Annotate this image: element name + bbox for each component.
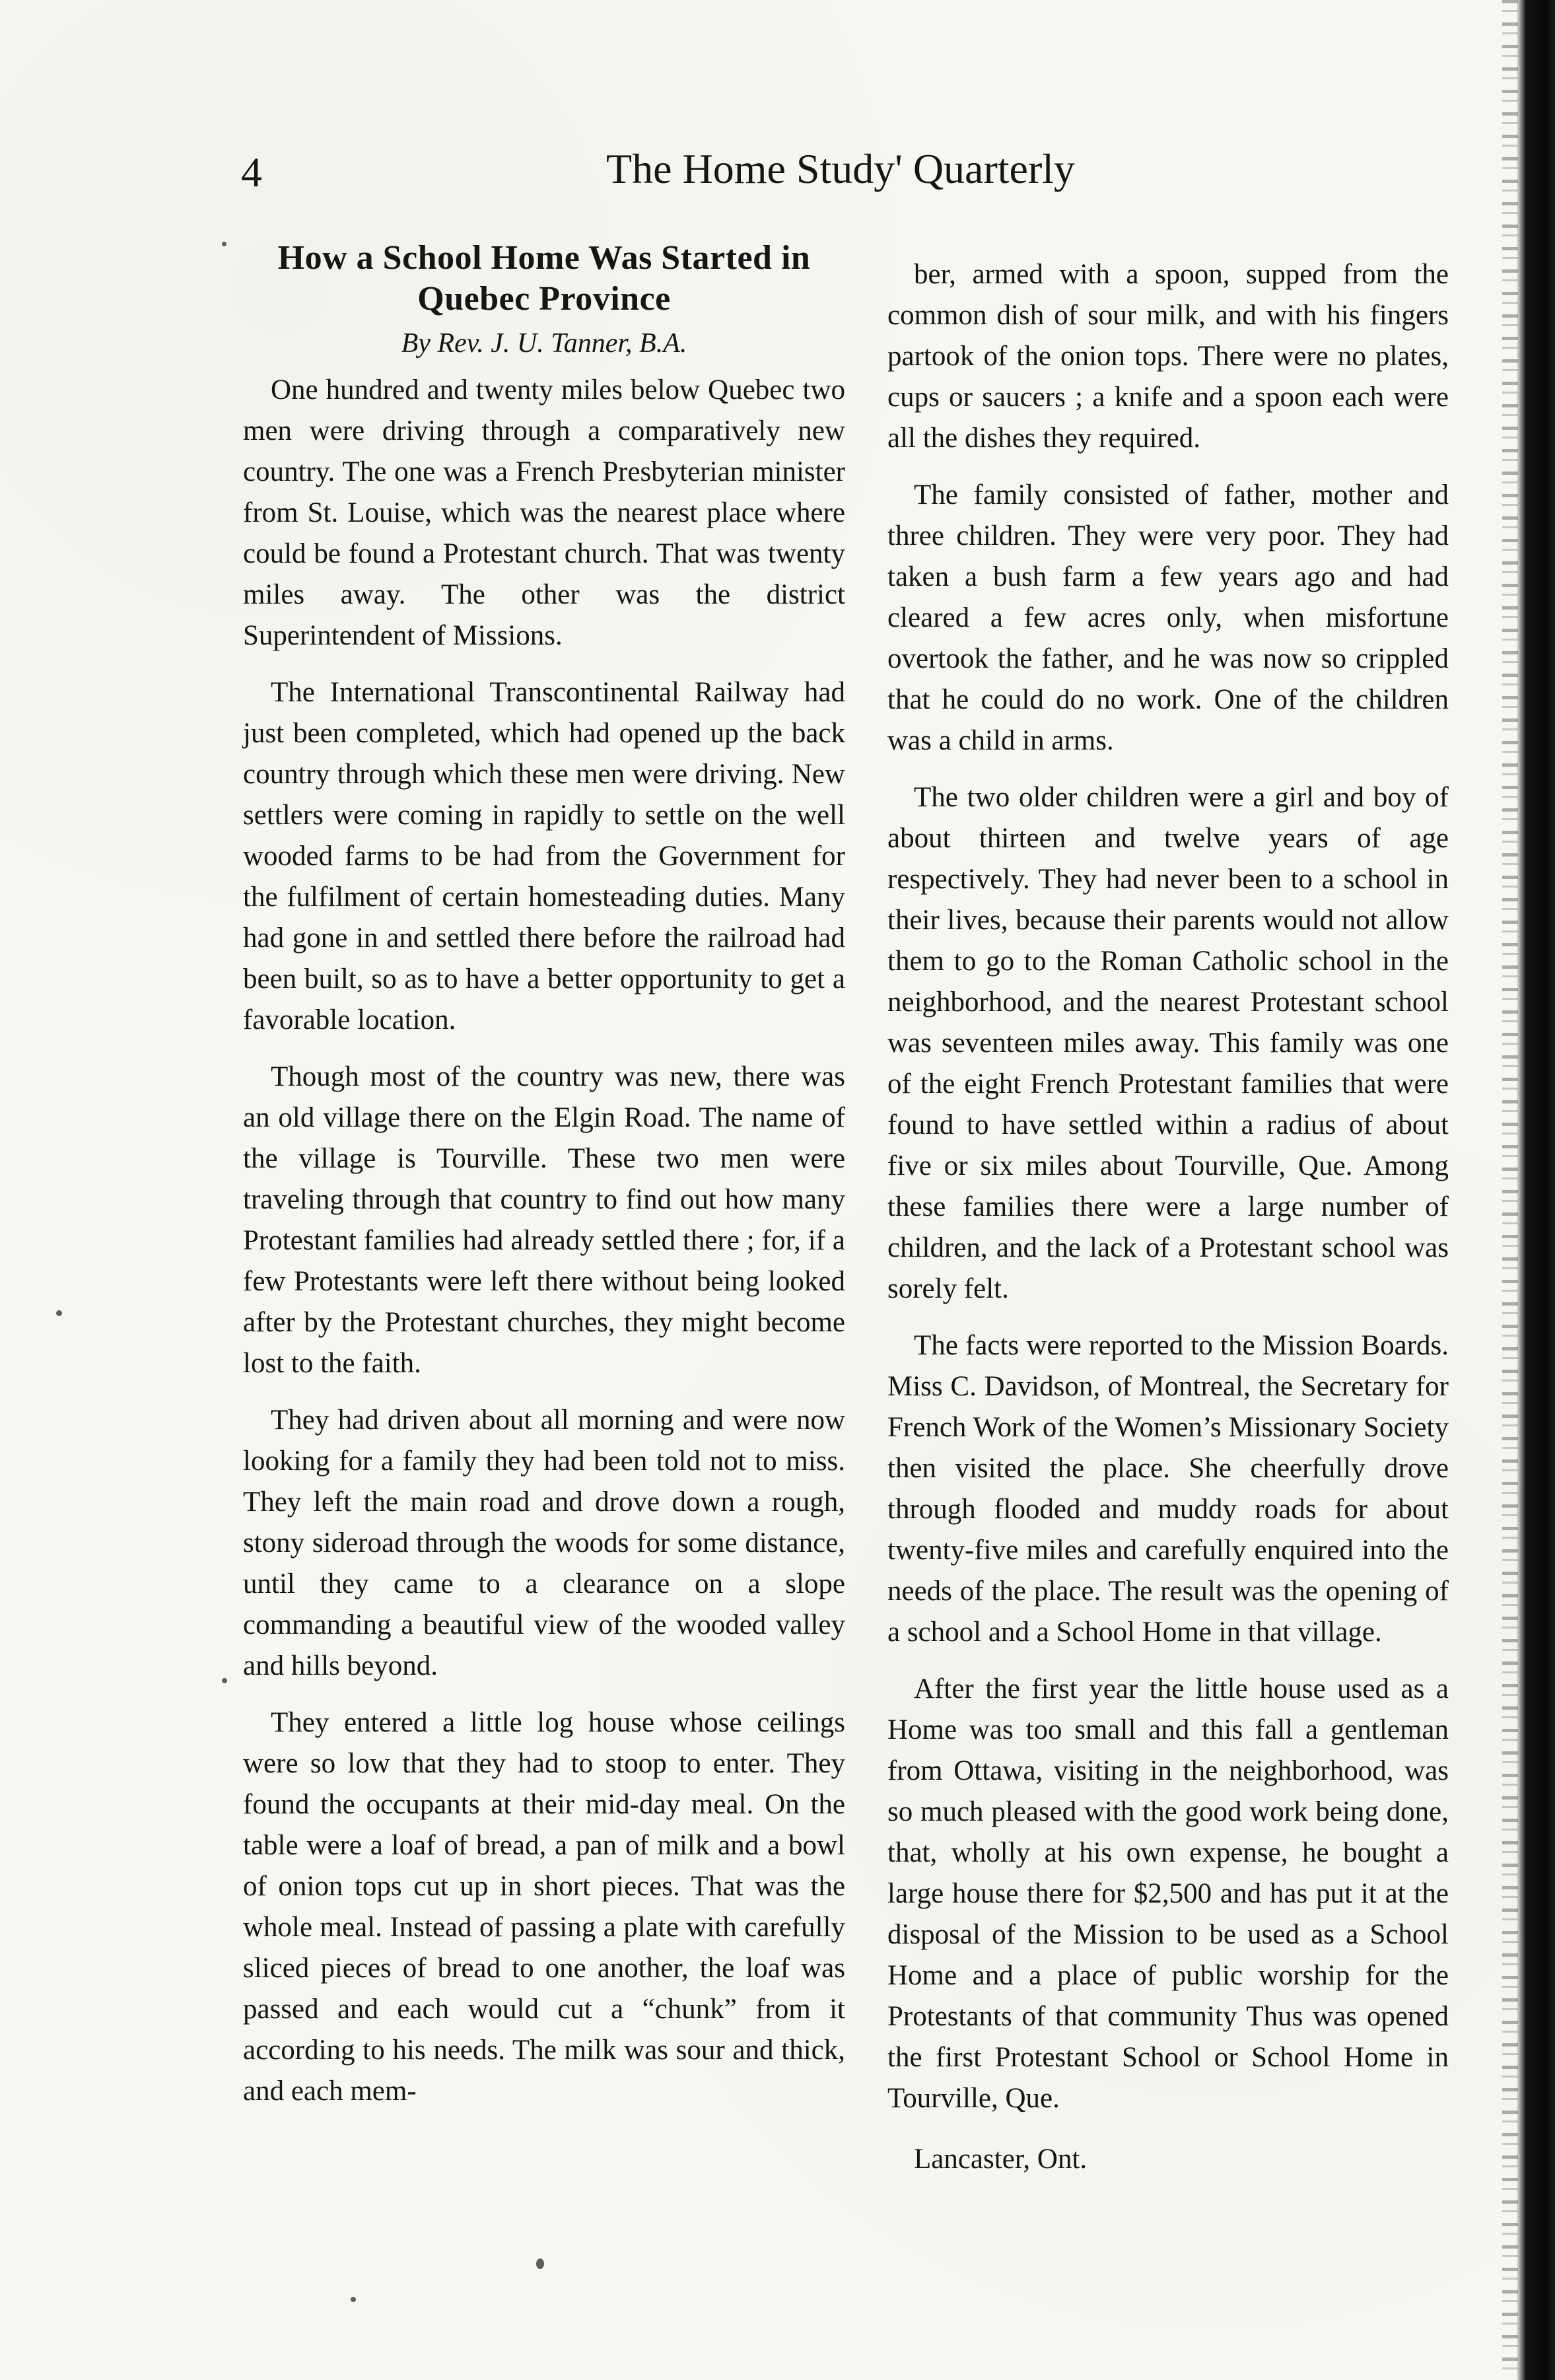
article-paragraph: They entered a little log house whose ceilings were so low that they had to stoop to enter. They found the occupants at their mid-day meal. On the table were a loaf of bread, a pan of milk and a bowl of onion tops cut up in short pieces. That was the whole meal. Instead of passing a plate with carefully sliced pieces of bread to one another, the loaf was passed and each would cut a “chunk” from it according to his needs. The milk was sour and thick, and each mem- bbox=[243, 1707, 845, 2107]
right-article-column bbox=[887, 254, 1449, 2196]
running-header-title: The Home Study' Quarterly bbox=[606, 145, 1076, 192]
article-byline: By Rev. J. U. Tanner, B.A. bbox=[401, 328, 687, 359]
scan-speck bbox=[222, 242, 226, 246]
article-title: How a School Home Was Started in Quebec Province bbox=[277, 239, 811, 318]
article-paragraph: Though most of the country was new, there was an old village there on the Elgin Road. The name of the village is Tourville. These two men were traveling through that country to find out how many Protestant families had already settled there ; for, if a few Protestants were left there without being looked after by the Protestant churches, they might become lost to the faith. bbox=[243, 1061, 845, 1379]
scan-speck bbox=[56, 1310, 62, 1316]
article-paragraph: The International Transcontinental Railway had just been completed, which had opened up the back country through which these men were driving. New settlers were coming in rapidly to settle on the well wooded farms to be had from the Government for the fulfilment of certain homesteading duties. Many had gone in and settled there before the railroad had been built, so as to have a better opportunity to get a favorable location. bbox=[243, 677, 845, 1035]
scan-speck bbox=[351, 2297, 356, 2302]
article-paragraph: The family consisted of father, mother and three children. They were very poor. They had taken a bush farm a few years ago and had cleared a few acres only, when misfortune overtook the father, and he was now so crippled that he could do no work. One of the children was a child in arms. bbox=[887, 479, 1449, 756]
scan-speck bbox=[536, 2258, 544, 2269]
article-signoff: Lancaster, Ont. bbox=[914, 2144, 1088, 2175]
scan-speck bbox=[222, 1678, 227, 1683]
article-paragraph: One hundred and twenty miles below Quebec two men were driving through a comparatively new country. The one was a French Presbyterian minister from St. Louise, which was the nearest place where could be found a Protestant church. That was twenty miles away. The other was the district Superintendent of Missions. bbox=[243, 374, 845, 651]
article-paragraph: They had driven about all morning and were now looking for a family they had been told not to miss. They left the main road and drove down a rough, stony sideroad through the woods for some distance, until they came to a clearance on a slope commanding a beautiful view of the wooded valley and hills beyond. bbox=[243, 1405, 845, 1681]
scan-binding-edge bbox=[1517, 0, 1555, 2380]
article-paragraph: The two older children were a girl and boy of about thirteen and twelve years of age respectively. They had never been to a school in their lives, because their parents would not allow them to go to the Roman Catholic school in the neighborhood, and the nearest Protestant school was seventeen miles away. This family was one of the eight French Protestant families that were found to have settled within a radius of about five or six miles about Tourville, Que. Among these families there were a large number of children, and the lack of a Protestant school was sorely felt. bbox=[887, 782, 1449, 1304]
article-paragraph: ber, armed with a spoon, supped from the common dish of sour milk, and with his fingers partook of the onion tops. There were no plates, cups or saucers ; a knife and a spoon each were all the dishes they required. bbox=[887, 259, 1449, 454]
left-article-column bbox=[243, 238, 845, 2128]
page-number: 4 bbox=[241, 149, 262, 195]
article-paragraph: After the first year the little house used as a Home was too small and this fall a gentleman from Ottawa, visiting in the neighborhood, was so much pleased with the good work being done, that, wholly at his own expense, he bought a large house there for $2,500 and has put it at the disposal of the Mission to be used as a School Home and a place of public worship for the Protestants of that community Thus was opened the first Protestant School or School Home in Tourville, Que. bbox=[887, 1673, 1449, 2114]
article-paragraph: The facts were reported to the Mission Boards. Miss C. Davidson, of Montreal, the Secretary for French Work of the Women’s Missionary Society then visited the place. She cheerfully drove through flooded and muddy roads for about twenty-five miles and carefully enquired into the needs of the place. The result was the opening of a school and a School Home in that village. bbox=[887, 1330, 1449, 1648]
